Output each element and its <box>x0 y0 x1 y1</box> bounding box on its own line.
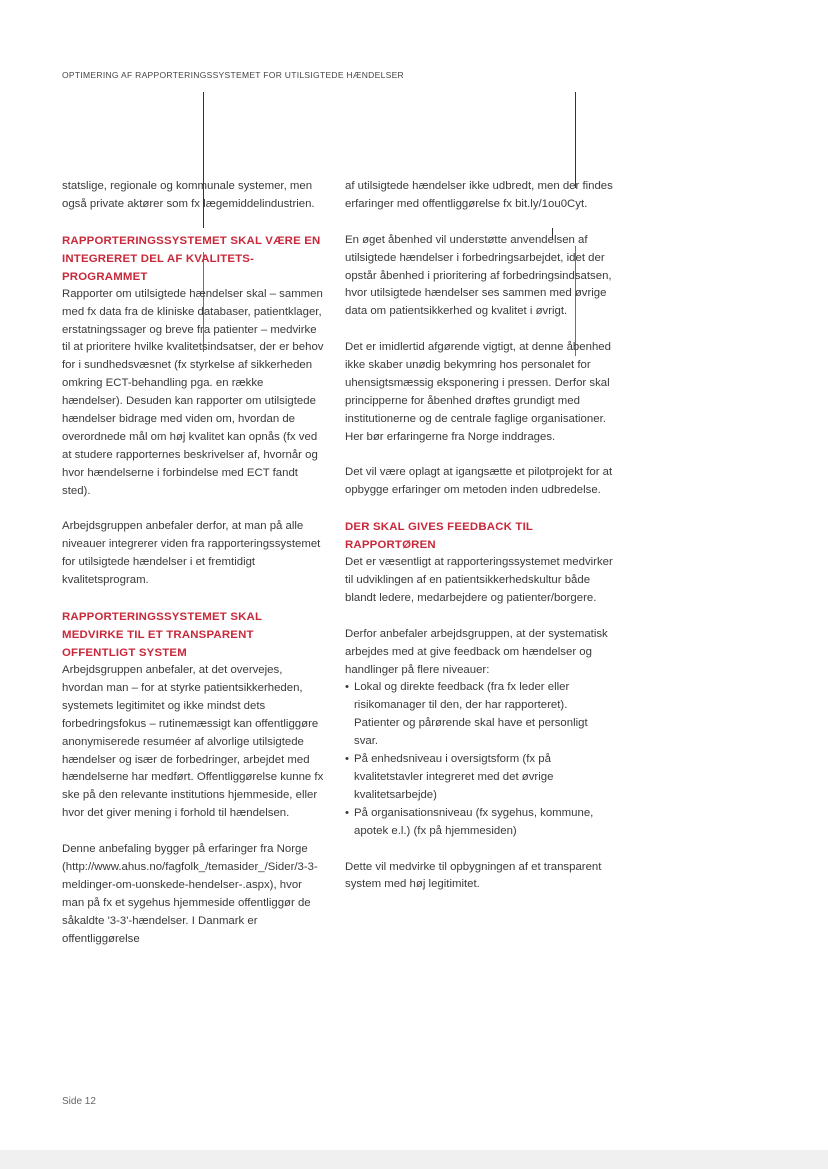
left-paragraph-0: statslige, regionale og kommunale systemer, men også private aktører som fx lægemiddelindustrien. <box>62 180 315 210</box>
right-paragraph-4: Det er væsentligt at rapporteringssystemet medvirker til udviklingen af en patientsikkerhedskultur både blandt ledere, medarbejdere og patienter/borgere. <box>345 556 613 604</box>
feedback-levels-list <box>345 679 613 840</box>
left-column <box>62 178 324 966</box>
right-column <box>345 178 613 912</box>
running-header: OPTIMERING AF RAPPORTERINGSSYSTEMET FOR UTILSIGTEDE HÆNDELSER <box>62 70 404 80</box>
right-paragraph-1: En øget åbenhed vil understøtte anvendelsen af utilsigtede hændelser i forbedringsarbejdet, idet der opstår åbenhed i prioritering af forbedringsindsatsen, hvor utilsigtede hændelser ses sammen med øvrige data om patientsikkerhed og kvalitet i øvrigt. <box>345 233 612 318</box>
left-paragraph-2: Arbejdsgruppen anbefaler derfor, at man på alle niveauer integrerer viden fra rapporteringssystemet for utilsigtede hændelser i et fremtidigt kvalitetsprogram. <box>62 520 321 587</box>
right-paragraph-2: Det er imidlertid afgørende vigtigt, at denne åbenhed ikke skaber unødig bekymring hos personalet for uhensigtsmæssig eksponering i pressen. Derfor skal principperne for åbenhed drøftes grundigt med institutionerne og de centrale faglige organisationer. Her bør erfaringerne fra Norge inddrages. <box>345 341 611 443</box>
right-paragraph-6: Dette vil medvirke til opbygningen af et transparent system med høj legitimitet. <box>345 860 602 891</box>
left-paragraph-4: Denne anbefaling bygger på erfaringer fra Norge (http://www.ahus.no/fagfolk_/temasider_/Sider/3-3-meldinger-om-uonskede-hendelser-.aspx), hvor man på fx et sygehus hjemmeside offentliggør de såkaldte '3-3'-hændelser. I Danmark er offentliggørelse <box>62 843 318 945</box>
left-paragraph-3: Arbejdsgruppen anbefaler, at det overvejes, hvordan man – for at styrke patientsikkerheden, systemets legitimitet og ikke mindst dets forbedringsfokus – rutinemæssigt kan offentliggøre anonymiserede resuméer af alvorlige utilsigtede hændelser og især de forbedringer, arbejdet med hændelserne har medført. Offentliggørelse kunne fx ske på den relevante institutions hjemmeside, eller hvor det giver mening i forhold til hændelsen. <box>62 663 324 820</box>
scan-rule-right <box>575 92 576 188</box>
list-item: • På organisationsniveau (fx sygehus, kommune, apotek e.l.) (fx på hjemmesiden) <box>345 805 613 841</box>
right-paragraph-0: af utilsigtede hændelser ikke udbredt, men der findes erfaringer med offentliggørelse fx bit.ly/1ou0Cyt. <box>345 180 613 210</box>
scan-edge-shadow <box>0 1150 828 1169</box>
left-heading-2: RAPPORTERINGSSYSTEMET SKAL MEDVIRKE TIL ET TRANSPARENT OFFENTLIGT SYSTEM <box>62 610 262 659</box>
right-heading-1: DER SKAL GIVES FEEDBACK TIL RAPPORTØREN <box>345 521 533 552</box>
page-number: Side 12 <box>62 1096 96 1107</box>
right-paragraph-3: Det vil være oplagt at igangsætte et pilotprojekt for at opbygge erfaringer om metoden inden udbredelse. <box>345 466 613 497</box>
list-item: • På enhedsniveau i oversigtsform (fx på kvalitetstavler integreret med det øvrige kvalitetsarbejde) <box>345 751 613 805</box>
left-paragraph-1: Rapporter om utilsigtede hændelser skal – sammen med fx data fra de kliniske databaser, patientklager, erstatningssager og breve fra patienter – medvirke til at prioritere hvilke kvalitetsindsatser, der er behov for i sundhedsvæsnet (fx styrkelse af sikkerheden omkring ECT-behandling pga. en række hændelser). Desuden kan rapporter om utilsigtede hændelser bidrage med viden om, hvordan de overordnede mål om høj kvalitet kan opnås (fx ved at studere rapporternes beskrivelser af, hvornår og hvor hændelserne i forbindelse med ECT fandt sted). <box>62 287 324 497</box>
list-item: • Lokal og direkte feedback (fra fx leder eller risikomanager til den, der har rapporteret). Patienter og pårørende skal have et personligt svar. <box>345 679 613 751</box>
right-paragraph-5: Derfor anbefaler arbejdsgruppen, at der systematisk arbejdes med at give feedback om hændelser og handlinger på flere niveauer: <box>345 627 608 676</box>
left-heading-1: RAPPORTERINGSSYSTEMET SKAL VÆRE EN INTEGRERET DEL AF KVALITETS-PROGRAMMET <box>62 234 321 283</box>
